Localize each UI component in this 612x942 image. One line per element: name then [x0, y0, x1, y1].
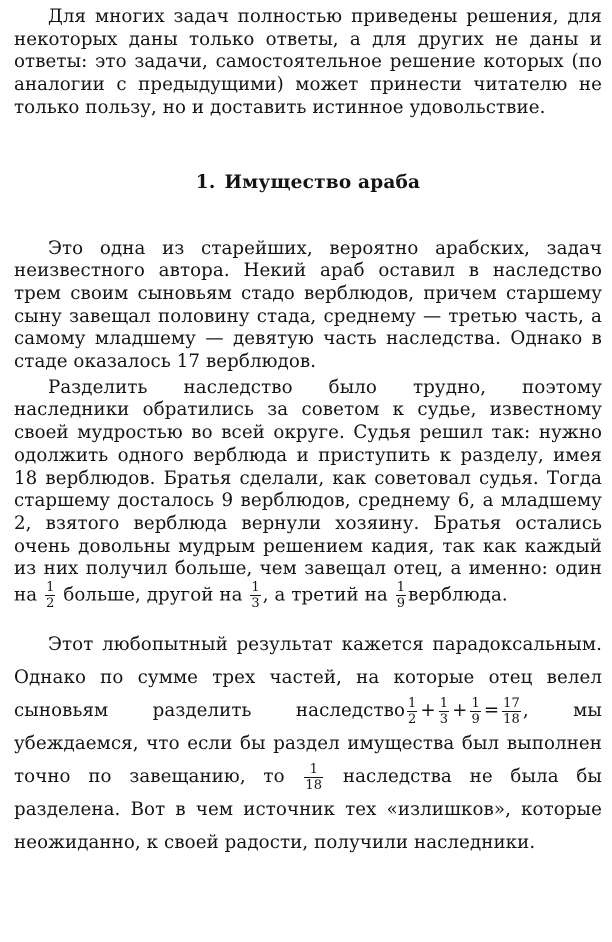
- fraction-sum-half: [407, 697, 417, 726]
- paragraph-2-text: Разделить наследство было трудно, поэтому наследники обратились за советом к судье, известному своей мудростью во всей округе. Судья решил так: нужно одолжить одного верблюда и приступить к разделу, имея 18 верблюдов. Братья сделали, как советовал судья. Тогда старшему досталось 9 верблюдов, среднему 6, а младшему 2, взятого верблюда вернули хозяину. Братья остались очень довольны мудрым решением кадия, так как каждый из них получил больше, чем завещал отец, а именно: один на: [14, 376, 602, 606]
- paragraph-2-segment-c: верблюда.: [408, 584, 508, 606]
- fraction-ninth: [396, 581, 406, 610]
- section-title: Имущество араба: [224, 171, 421, 193]
- fraction-remainder: [304, 763, 323, 792]
- fraction-numerator: 1: [46, 580, 55, 596]
- paragraph-3-text-b: , мы убеждаемся, что если бы раздел имущества был выполнен точно по завещанию, то: [14, 700, 602, 788]
- section-number: 1.: [195, 171, 216, 193]
- paragraph-2-segment-b: , а третий на: [262, 584, 388, 606]
- plus-sign: +: [420, 700, 436, 722]
- fraction-sum-third: [439, 697, 449, 726]
- paragraph-3-text-c: наследства не была бы разделена. Вот в чем источник тех «излишков», которые неожиданно, к своей радости, получили наследники.: [14, 766, 602, 854]
- fraction-denominator: 2: [46, 596, 55, 612]
- equals-sign: =: [483, 700, 500, 722]
- fraction-numerator: 1: [396, 580, 406, 596]
- fraction-numerator: 1: [304, 763, 323, 778]
- fraction-denominator: 3: [251, 596, 260, 612]
- fraction-denominator: 2: [408, 711, 417, 727]
- section-heading: [14, 172, 602, 194]
- fraction-numerator: 1: [251, 580, 260, 596]
- paragraph-2: [14, 377, 602, 610]
- paragraph-3: [14, 628, 602, 859]
- fraction-sum-result: [502, 697, 521, 726]
- fraction-denominator: 18: [305, 777, 323, 793]
- paragraph-3-wrapper: [14, 628, 602, 859]
- paragraph-1: Это одна из старейших, вероятно арабских, задач неизвестного автора. Некий араб оставил в наследство трем своим сыновьям стадо верблюдов, причем старшему сыну завещал половину стада, среднему — третью часть, а самому младшему — девятую часть наследства. Однако в стаде оказалось 17 верблюдов.: [14, 237, 602, 373]
- fraction-denominator: 9: [471, 711, 480, 727]
- intro-paragraph: Для многих задач полностью приведены решения, для некоторых даны только ответы, а для других не даны и ответы: это задачи, самостоятельное решение которых (по аналогии с предыдущими) может принести читателю не только пользу, но и доставить истинное удовольствие.: [14, 6, 602, 118]
- fraction-numerator: 17: [503, 695, 520, 711]
- plus-sign: +: [452, 700, 468, 722]
- fraction-third: [250, 581, 260, 610]
- fraction-numerator: 1: [439, 695, 449, 711]
- fraction-denominator: 18: [503, 711, 520, 727]
- fraction-numerator: 1: [471, 695, 480, 711]
- paragraph-2-segment-a: больше, другой на: [63, 584, 243, 606]
- fraction-denominator: 9: [396, 596, 406, 612]
- fraction-denominator: 3: [439, 711, 449, 727]
- fraction-half: [45, 581, 55, 610]
- book-page: [14, 6, 602, 859]
- paragraph-3-text-a: Этот любопытный результат кажется парадоксальным. Однако по сумме трех частей, на которые отец велел сыновьям разделить наследство: [14, 634, 602, 722]
- fraction-sum-ninth: [470, 697, 480, 726]
- fraction-numerator: 1: [408, 695, 417, 711]
